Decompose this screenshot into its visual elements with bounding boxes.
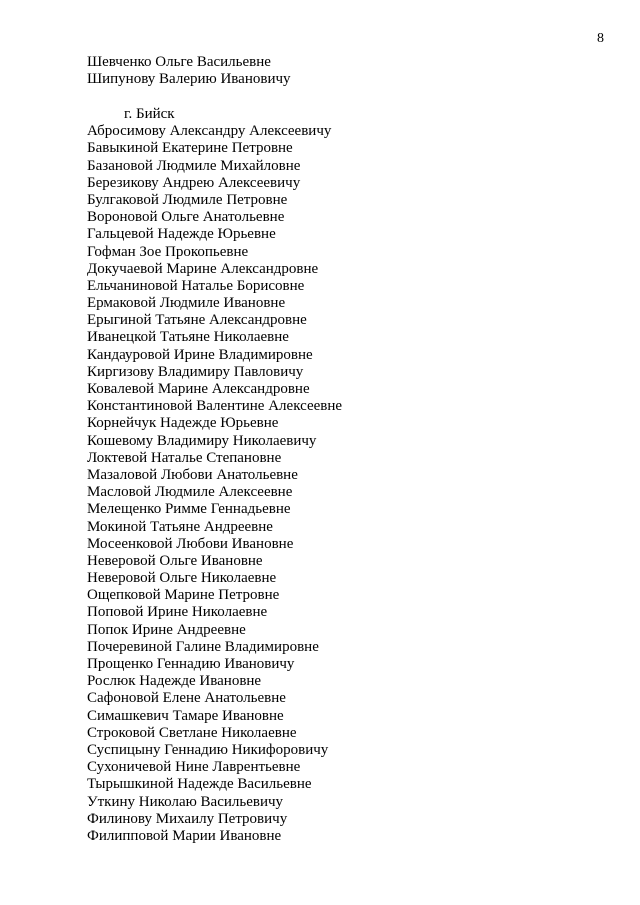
city-section xyxy=(87,106,342,845)
name-list-city xyxy=(87,123,342,845)
list-item: Киргизову Владимиру Павловичу xyxy=(87,363,304,380)
list-item: Сухоничевой Нине Лаврентьевне xyxy=(87,759,301,776)
list-item: Корнейчук Надежде Юрьевне xyxy=(87,415,279,432)
list-item: Мокиной Татьяне Андреевне xyxy=(87,518,273,535)
list-item: Мелещенко Римме Геннадьевне xyxy=(87,501,291,518)
list-item: Локтевой Наталье Степановне xyxy=(87,449,282,466)
list-item: Кошевому Владимиру Николаевичу xyxy=(87,432,317,449)
list-item: Рослюк Надежде Ивановне xyxy=(87,673,262,690)
list-item: Березикову Андрею Алексеевичу xyxy=(87,174,301,191)
list-item: Иванецкой Татьяне Николаевне xyxy=(87,329,289,346)
list-item: Строковой Светлане Николаевне xyxy=(87,724,297,741)
list-item: Неверовой Ольге Николаевне xyxy=(87,570,277,587)
list-item: Неверовой Ольге Ивановне xyxy=(87,552,263,569)
list-item: Филинову Михаилу Петровичу xyxy=(87,810,288,827)
list-item: Шипунову Валерию Ивановичу xyxy=(87,71,291,88)
list-item: Сафоновой Елене Анатольевне xyxy=(87,690,286,707)
page-number: 8 xyxy=(597,31,604,46)
list-item: Суспицыну Геннадию Никифоровичу xyxy=(87,741,329,758)
list-item: Почеревиной Галине Владимировне xyxy=(87,638,319,655)
list-item: Константиновой Валентине Алексеевне xyxy=(87,398,343,415)
list-item: Мазаловой Любови Анатольевне xyxy=(87,466,298,483)
list-item: Гофман Зое Прокопьевне xyxy=(87,243,249,260)
list-item: Булгаковой Людмиле Петровне xyxy=(87,191,288,208)
list-item: Поповой Ирине Николаевне xyxy=(87,604,268,621)
list-item: Масловой Людмиле Алексеевне xyxy=(87,484,293,501)
list-item: Тырышкиной Надежде Васильевне xyxy=(87,776,312,793)
list-item: Ковалевой Марине Александровне xyxy=(87,381,310,397)
list-item: Прощенко Геннадию Ивановичу xyxy=(87,656,295,672)
list-item: Бавыкиной Екатерине Петровне xyxy=(87,140,293,157)
name-list-top xyxy=(87,54,291,88)
list-item: Ерыгиной Татьяне Александровне xyxy=(87,312,307,329)
list-item: Гальцевой Надежде Юрьевне xyxy=(87,226,276,243)
city-heading: г. Бийск xyxy=(124,106,175,122)
list-item: Ощепковой Марине Петровне xyxy=(87,587,280,604)
list-item: Попок Ирине Андреевне xyxy=(87,621,246,638)
list-item: Филипповой Марии Ивановне xyxy=(87,827,282,844)
list-item: Ельчаниновой Наталье Борисовне xyxy=(87,277,305,294)
list-item: Вороновой Ольге Анатольевне xyxy=(87,209,285,226)
list-item: Кандауровой Ирине Владимировне xyxy=(87,346,313,363)
list-item: Базановой Людмиле Михайловне xyxy=(87,157,301,174)
list-item: Шевченко Ольге Васильевне xyxy=(87,54,271,70)
list-item: Уткину Николаю Васильевичу xyxy=(87,793,284,810)
list-item: Докучаевой Марине Александровне xyxy=(87,260,319,277)
list-item: Ермаковой Людмиле Ивановне xyxy=(87,295,286,312)
list-item: Мосеенковой Любови Ивановне xyxy=(87,535,294,552)
list-item: Абросимову Александру Алексеевичу xyxy=(87,123,332,140)
list-item: Симашкевич Тамаре Ивановне xyxy=(87,707,284,724)
